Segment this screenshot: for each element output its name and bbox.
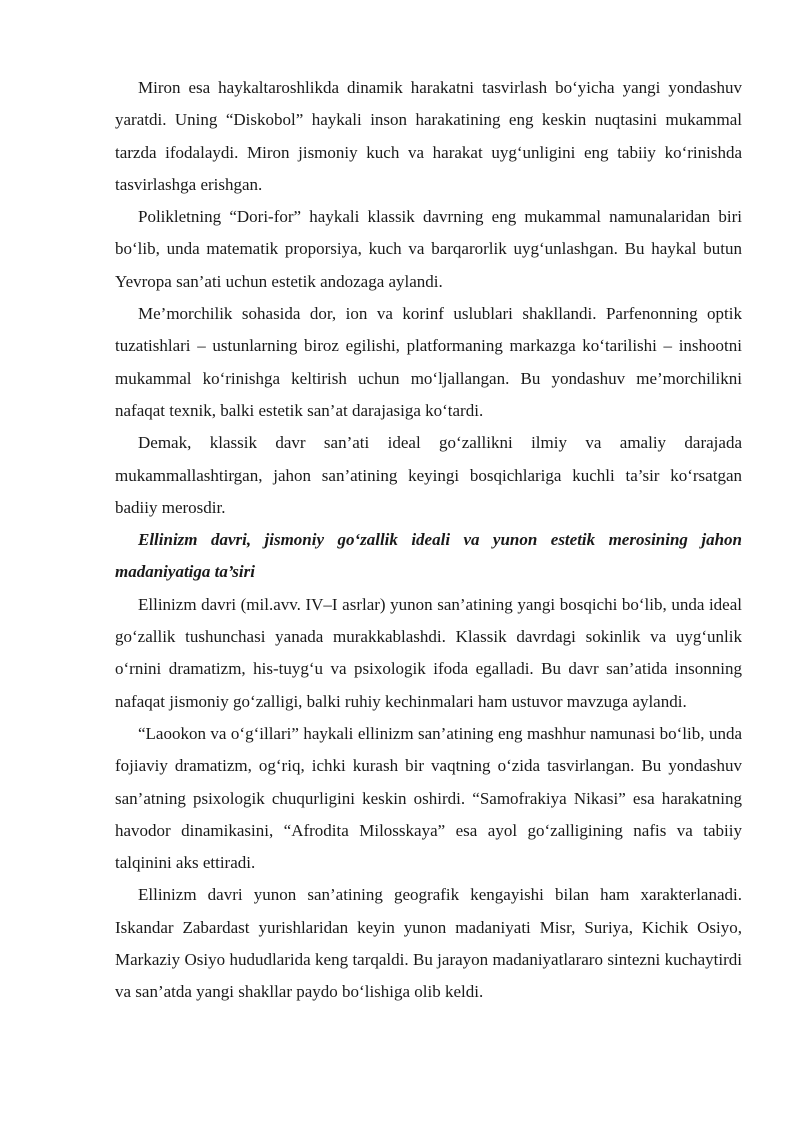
section-heading: Ellinizm davri, jismoniy go‘zallik ideali va yunon estetik merosining jahon madaniyatiga ta’siri — [115, 530, 742, 582]
paragraph: Ellinizm davri yunon san’atining geografik kengayishi bilan ham xarakterlanadi. Iskandar Zabardast yurishlaridan keyin yunon madaniyati Misr, Suriya, Kichik Osiyo, Markaziy Osiyo hududlarida keng tarqaldi. Bu jarayon madaniyatlararo sintezni kuchaytirdi va san’atda yangi shakllar paydo bo‘lishiga olib keldi. — [115, 885, 742, 1002]
paragraph: Demak, klassik davr san’ati ideal go‘zallikni ilmiy va amaliy darajada mukammallashtirgan, jahon san’atining keyingi bosqichlariga kuchli ta’sir ko‘rsatgan badiiy merosdir. — [115, 433, 742, 517]
paragraph: Me’morchilik sohasida dor, ion va korinf uslublari shakllandi. Parfenonning optik tuzatishlari – ustunlarning biroz egilishi, platformaning markazga ko‘tarilishi – inshootni mukammal ko‘rinishga keltirish uchun mo‘ljallangan. Bu yondashuv me’morchilikni nafaqat texnik, balki estetik san’at darajasiga ko‘tardi. — [115, 304, 742, 420]
document-body — [115, 72, 742, 1009]
paragraph: Miron esa haykaltaroshlikda dinamik harakatni tasvirlash bo‘yicha yangi yondashuv yaratdi. Uning “Diskobol” haykali inson harakatining eng keskin nuqtasini mukammal tarzda ifodalaydi. Miron jismoniy kuch va harakat uyg‘unligini eng tabiiy ko‘rinishda tasvirlashga erishgan. — [115, 78, 742, 194]
paragraph: Ellinizm davri (mil.avv. IV–I asrlar) yunon san’atining yangi bosqichi bo‘lib, unda ideal go‘zallik tushunchasi yanada murakkablashdi. Klassik davrdagi sokinlik va uyg‘unlik o‘rnini dramatizm, his-tuyg‘u va psixologik ifoda egalladi. Bu davr san’atida insonning nafaqat jismoniy go‘zalligi, balki ruhiy kechinmalari ham ustuvor mavzuga aylandi. — [115, 594, 742, 711]
paragraph: Polikletning “Dori-for” haykali klassik davrning eng mukammal namunalaridan biri bo‘lib, unda matematik proporsiya, kuch va barqarorlik uyg‘unlashgan. Bu haykal butun Yevropa san’ati uchun estetik andozaga aylandi. — [115, 207, 742, 291]
paragraph: “Laookon va o‘g‘illari” haykali ellinizm san’atining eng mashhur namunasi bo‘lib, unda fojiaviy dramatizm, og‘riq, ichki kurash bir vaqtning o‘zida tasvirlangan. Bu yondashuv san’atning psixologik chuqurligini keskin oshirdi. “Samofrakiya Nikasi” esa harakatning havodor dinamikasini, “Afrodita Milosskaya” esa ayol go‘zalligining nafis va tabiiy talqinini aks ettiradi. — [115, 723, 742, 873]
